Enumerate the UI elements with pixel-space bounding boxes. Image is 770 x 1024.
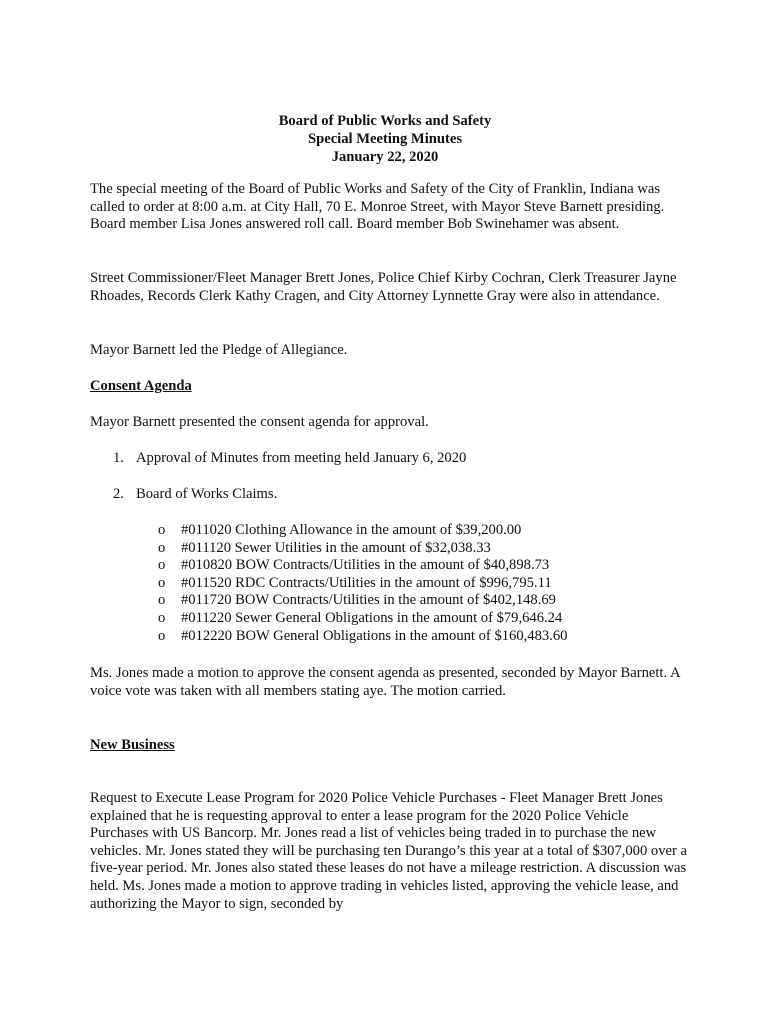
bullet-icon: o xyxy=(158,557,166,574)
list-item: o #011720 BOW Contracts/Utilities in the amount of $402,148.69 xyxy=(158,592,556,609)
claims-list xyxy=(158,522,567,645)
bullet-icon: o xyxy=(158,592,166,609)
attendance-paragraph: Street Commissioner/Fleet Manager Brett Jones, Police Chief Kirby Cochran, Clerk Treasurer Jayne Rhoades, Records Clerk Kathy Cragen, and City Attorney Lynnette Gray were also in attendance. xyxy=(90,270,677,304)
new-business-heading: New Business xyxy=(90,737,175,753)
intro-paragraph: The special meeting of the Board of Public Works and Safety of the City of Franklin, Indiana was called to order at 8:00 a.m. at City Hall, 70 E. Monroe Street, with Mayor Steve Barnett presiding. Board member Lisa Jones answered roll call. Board member Bob Swinehamer was absent. xyxy=(90,181,665,233)
list-item: o #012220 BOW General Obligations in the amount of $160,483.60 xyxy=(158,627,568,644)
list-item: o #011120 Sewer Utilities in the amount of $32,038.33 xyxy=(158,539,491,556)
document-header xyxy=(0,112,770,166)
bullet-icon: o xyxy=(158,574,166,591)
header-subtitle: Special Meeting Minutes xyxy=(307,131,463,147)
header-date: January 22, 2020 xyxy=(331,149,439,165)
pledge-paragraph: Mayor Barnett led the Pledge of Allegiance. xyxy=(90,342,348,358)
consent-agenda-heading: Consent Agenda xyxy=(90,378,192,394)
list-item: o #011520 RDC Contracts/Utilities in the amount of $996,795.11 xyxy=(158,574,552,591)
bullet-icon: o xyxy=(158,627,166,644)
numbered-item-1: 1. Approval of Minutes from meeting held January 6, 2020 xyxy=(113,450,467,466)
header-title: Board of Public Works and Safety xyxy=(278,113,492,129)
bullet-icon: o xyxy=(158,609,166,626)
lease-paragraph: Request to Execute Lease Program for 2020 Police Vehicle Purchases - Fleet Manager Brett Jones explained that he is requesting approval to enter a lease program for the 2020 Police Vehicle Purchases with US Bancorp. Mr. Jones read a list of vehicles being traded in to purchase the new vehicles. Mr. Jones stated they will be purchasing ten Durango’s this year at a total of $307,000 over a five-year period. Mr. Jones also stated these leases do not have a mileage restriction. A discussion was held. Ms. Jones made a motion to approve trading in vehicles listed, approving the vehicle lease, and authorizing the Mayor to sign, seconded by xyxy=(90,790,687,912)
list-item: o #011220 Sewer General Obligations in the amount of $79,646.24 xyxy=(158,609,563,626)
bullet-icon: o xyxy=(158,522,166,538)
consent-motion-paragraph: Ms. Jones made a motion to approve the consent agenda as presented, seconded by Mayor Barnett. A voice vote was taken with all members stating aye. The motion carried. xyxy=(90,665,680,699)
bullet-icon: o xyxy=(158,539,166,556)
numbered-item-2: 2. Board of Works Claims. xyxy=(113,486,278,502)
list-item: o #011020 Clothing Allowance in the amount of $39,200.00 xyxy=(158,522,522,538)
consent-intro-paragraph: Mayor Barnett presented the consent agenda for approval. xyxy=(90,414,429,430)
list-item: o #010820 BOW Contracts/Utilities in the amount of $40,898.73 xyxy=(158,557,550,574)
